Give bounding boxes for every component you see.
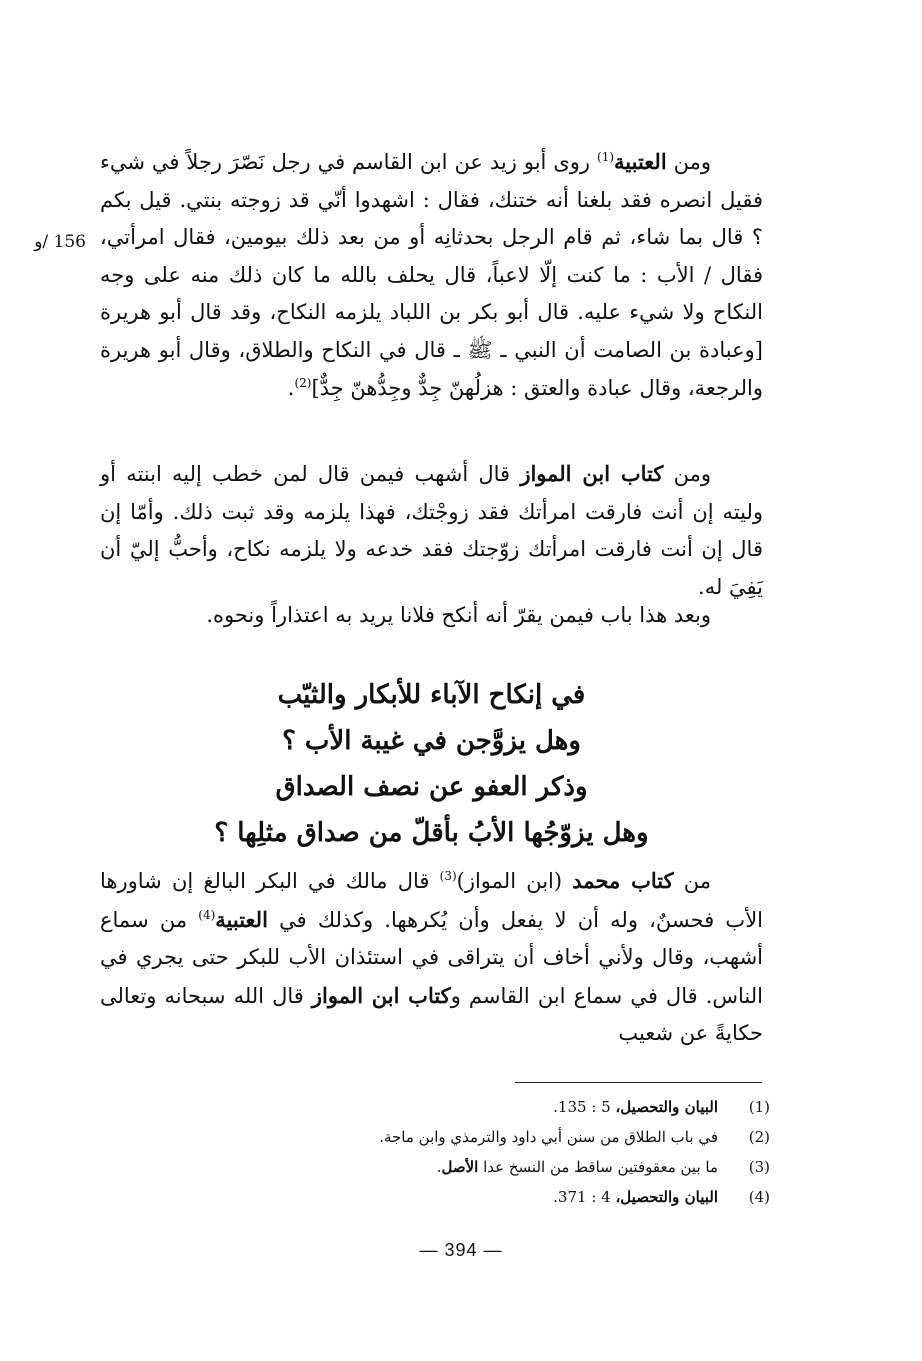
footnote-text: 4 : 371. (553, 1188, 616, 1206)
paragraph-1 (100, 143, 763, 407)
para4-body-1: قال مالك في البكر البالغ إن شاورها الأب فحسنٌ، وله أن لا يفعل وأن يُكرهها. وكذلك في (100, 869, 764, 932)
footnote-number: (3) (748, 1158, 770, 1176)
footnote-number: (4) (748, 1188, 770, 1206)
footnote-source: البيان والتحصيل، (615, 1098, 718, 1116)
source-name: العتبية (614, 149, 667, 174)
footnote-end: . (436, 1158, 442, 1176)
footnote-item (300, 1152, 770, 1182)
margin-folio-note: 156 /و (34, 232, 86, 252)
heading-line-4: وهل يزوّجُها الأبُ بأقلّ من صداق مثلِها ؟ (214, 818, 649, 848)
paragraph-4 (100, 862, 763, 1053)
para4-lead: من (673, 869, 712, 893)
footnote-ref: (1) (597, 150, 615, 164)
footnote-item (300, 1182, 770, 1212)
source-name: كتاب ابن المواز (311, 982, 451, 1008)
footnote-divider (515, 1082, 762, 1083)
footnote-number: (2) (748, 1128, 770, 1146)
heading-line-3: وذكر العفو عن نصف الصداق (275, 772, 588, 802)
para1-body: روى أبو زيد عن ابن القاسم في رجل نَصّرَ رجلاً في شيء فقيل انصره فقد بلغنا أنه ختنك، فقال : اشهدوا أنّي قد زوجته بنتي. قيل بكم ؟ قال بما شاء، ثم قام الرجل بحدثانِه أو من بعد ذلك بيومين، فقال امرأتي، فقال / الأب : ما كنت إلّا لاعباً، قال يحلف بالله ما كان ذلك منه على وجه النكاح ولا شيء عليه. قال أبو بكر بن اللباد يلزمه النكاح، وقد قال أبو هريرة [وعبادة بن الصامت أن النبي ـ ﷺ ـ قال في النكاح والطلاق، وقال أبو هريرة والرجعة، وقال عبادة والعتق : هزلُهنّ جِدٌّ وجِدُّهنّ جِدٌّ] (100, 150, 763, 400)
footnote-number: (1) (748, 1098, 770, 1116)
footnote-item (300, 1122, 770, 1152)
footnote-ref: (3) (439, 869, 457, 883)
footnote-text: ما بين معقوفتين ساقط من النسخ عدا (478, 1158, 718, 1176)
para1-end: . (287, 375, 295, 400)
para2-body: قال أشهب فيمن قال لمن خطب إليه ابنته أو وليته إن أنت فارقت امرأتك فقد زوجْتك، فهذا يلزمه وقد ثبت ذلك. وأمّا إن قال إن أنت فارقت امرأتك زوّجتك فقد خدعه ولا يلزمه نكاح، وأحبُّ إليّ أن يَفِيَ له. (100, 462, 763, 599)
para4-mid: (ابن المواز) (456, 869, 573, 893)
page-number: — 394 — (419, 1240, 503, 1260)
section-heading (100, 672, 763, 856)
source-name: كتاب محمد (572, 868, 674, 893)
para4-body-2: من سماع أشهب، وقال ولأني أخاف أن يتراقى في استئذان الأب للبكر حتى يجري في الناس. قال في سماع ابن القاسم و (100, 907, 763, 1008)
footnote-text: 5 : 135. (553, 1098, 616, 1116)
heading-line-2: وهل يزوَّجن في غيبة الأب ؟ (282, 726, 581, 756)
footnote-source: الأصل (441, 1158, 479, 1176)
para3-body: وبعد هذا باب فيمن يقرّ أنه أنكح فلانا يريد به اعتذاراً ونحوه. (206, 603, 711, 627)
paragraph-3 (100, 597, 763, 635)
footnote-item (300, 1092, 770, 1122)
footnote-ref: (2) (294, 375, 312, 390)
footnote-text: في باب الطلاق من سنن أبي داود والترمذي وابن ماجة. (379, 1128, 718, 1146)
para1-lead: ومن (666, 150, 711, 174)
para4-body-3: قال الله سبحانه وتعالى حكايةً عن شعيب (100, 983, 763, 1046)
footnote-source: البيان والتحصيل، (615, 1188, 718, 1206)
source-name: العتبية (215, 906, 268, 932)
footnote-ref: (4) (198, 907, 216, 922)
source-name: كتاب ابن المواز (520, 461, 664, 486)
paragraph-2 (100, 455, 763, 606)
heading-line-1: في إنكاح الآباء للأبكار والثيّب (277, 680, 586, 710)
footnotes (300, 1092, 770, 1212)
para2-lead: ومن (663, 462, 711, 486)
